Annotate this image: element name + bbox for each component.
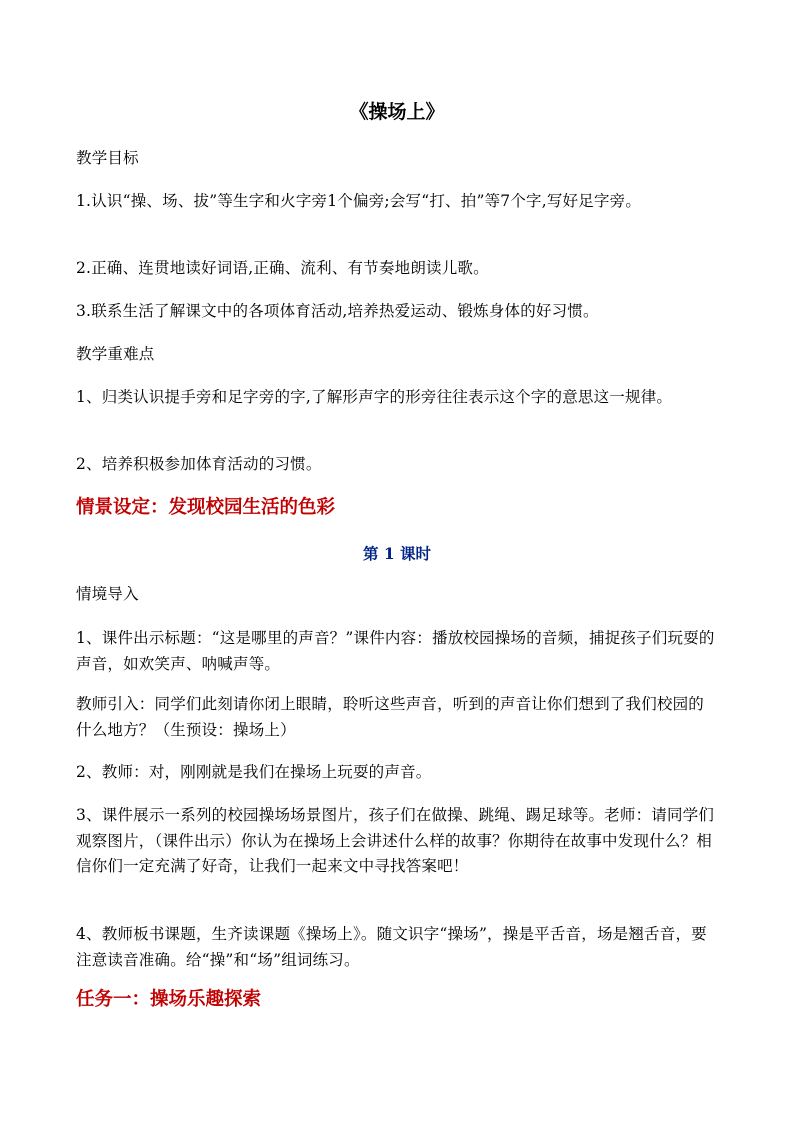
intro-heading: 情境导入 [76, 585, 139, 603]
intro-item-4: 4、教师板书课题，生齐读课题《操场上》。随文识字“操场”，操是平舌音，场是翘舌音，要注意读音准确。给“操”和“场”组词练习。 [76, 925, 707, 969]
intro-item-2: 2、教师：对，刚刚就是我们在操场上玩耍的声音。 [76, 763, 432, 781]
scene-heading: 情景设定：发现校园生活的色彩 [76, 497, 336, 518]
goal-3: 3.联系生活了解课文中的各项体育活动,培养热爱运动、锻炼身体的好习惯。 [76, 302, 599, 320]
key-point-1: 1、归类认识提手旁和足字旁的字,了解形声字的形旁往往表示这个字的意思这一规律。 [76, 388, 673, 406]
task-heading: 任务一：操场乐趣探索 [76, 989, 262, 1010]
key-point-2: 2、培养积极参加体育活动的习惯。 [76, 455, 322, 473]
lesson-label: 第 1 课时 [362, 544, 432, 563]
goal-1: 1.认识“操、场、拔”等生字和火字旁1个偏旁;会写“打、拍”等7个字,写好足字旁。 [76, 192, 642, 210]
intro-item-3: 3、课件展示一系列的校园操场场景图片，孩子们在做操、跳绳、踢足球等。老师：请同学们观察图片，（课件出示）你认为在操场上会讲述什么样的故事？你期待在故事中发现什么？相信你们一定充满了好奇，让我们一起来文中寻找答案吧！ [76, 806, 715, 875]
teacher-intro: 教师引入：同学们此刻请你闭上眼睛，聆听这些声音，听到的声音让你们想到了我们校园的什么地方？（生预设：操场上） [76, 695, 705, 739]
key-points-heading: 教学重难点 [76, 345, 155, 363]
document-title: 《操场上》 [349, 101, 445, 123]
goals-heading: 教学目标 [76, 149, 139, 167]
intro-item-1: 1、课件出示标题：“这是哪里的声音？”课件内容：播放校园操场的音频，捕捉孩子们玩耍的声音，如欢笑声、呐喊声等。 [76, 629, 715, 673]
goal-2: 2.正确、连贯地读好词语,正确、流利、有节奏地朗读儿歌。 [76, 259, 489, 277]
